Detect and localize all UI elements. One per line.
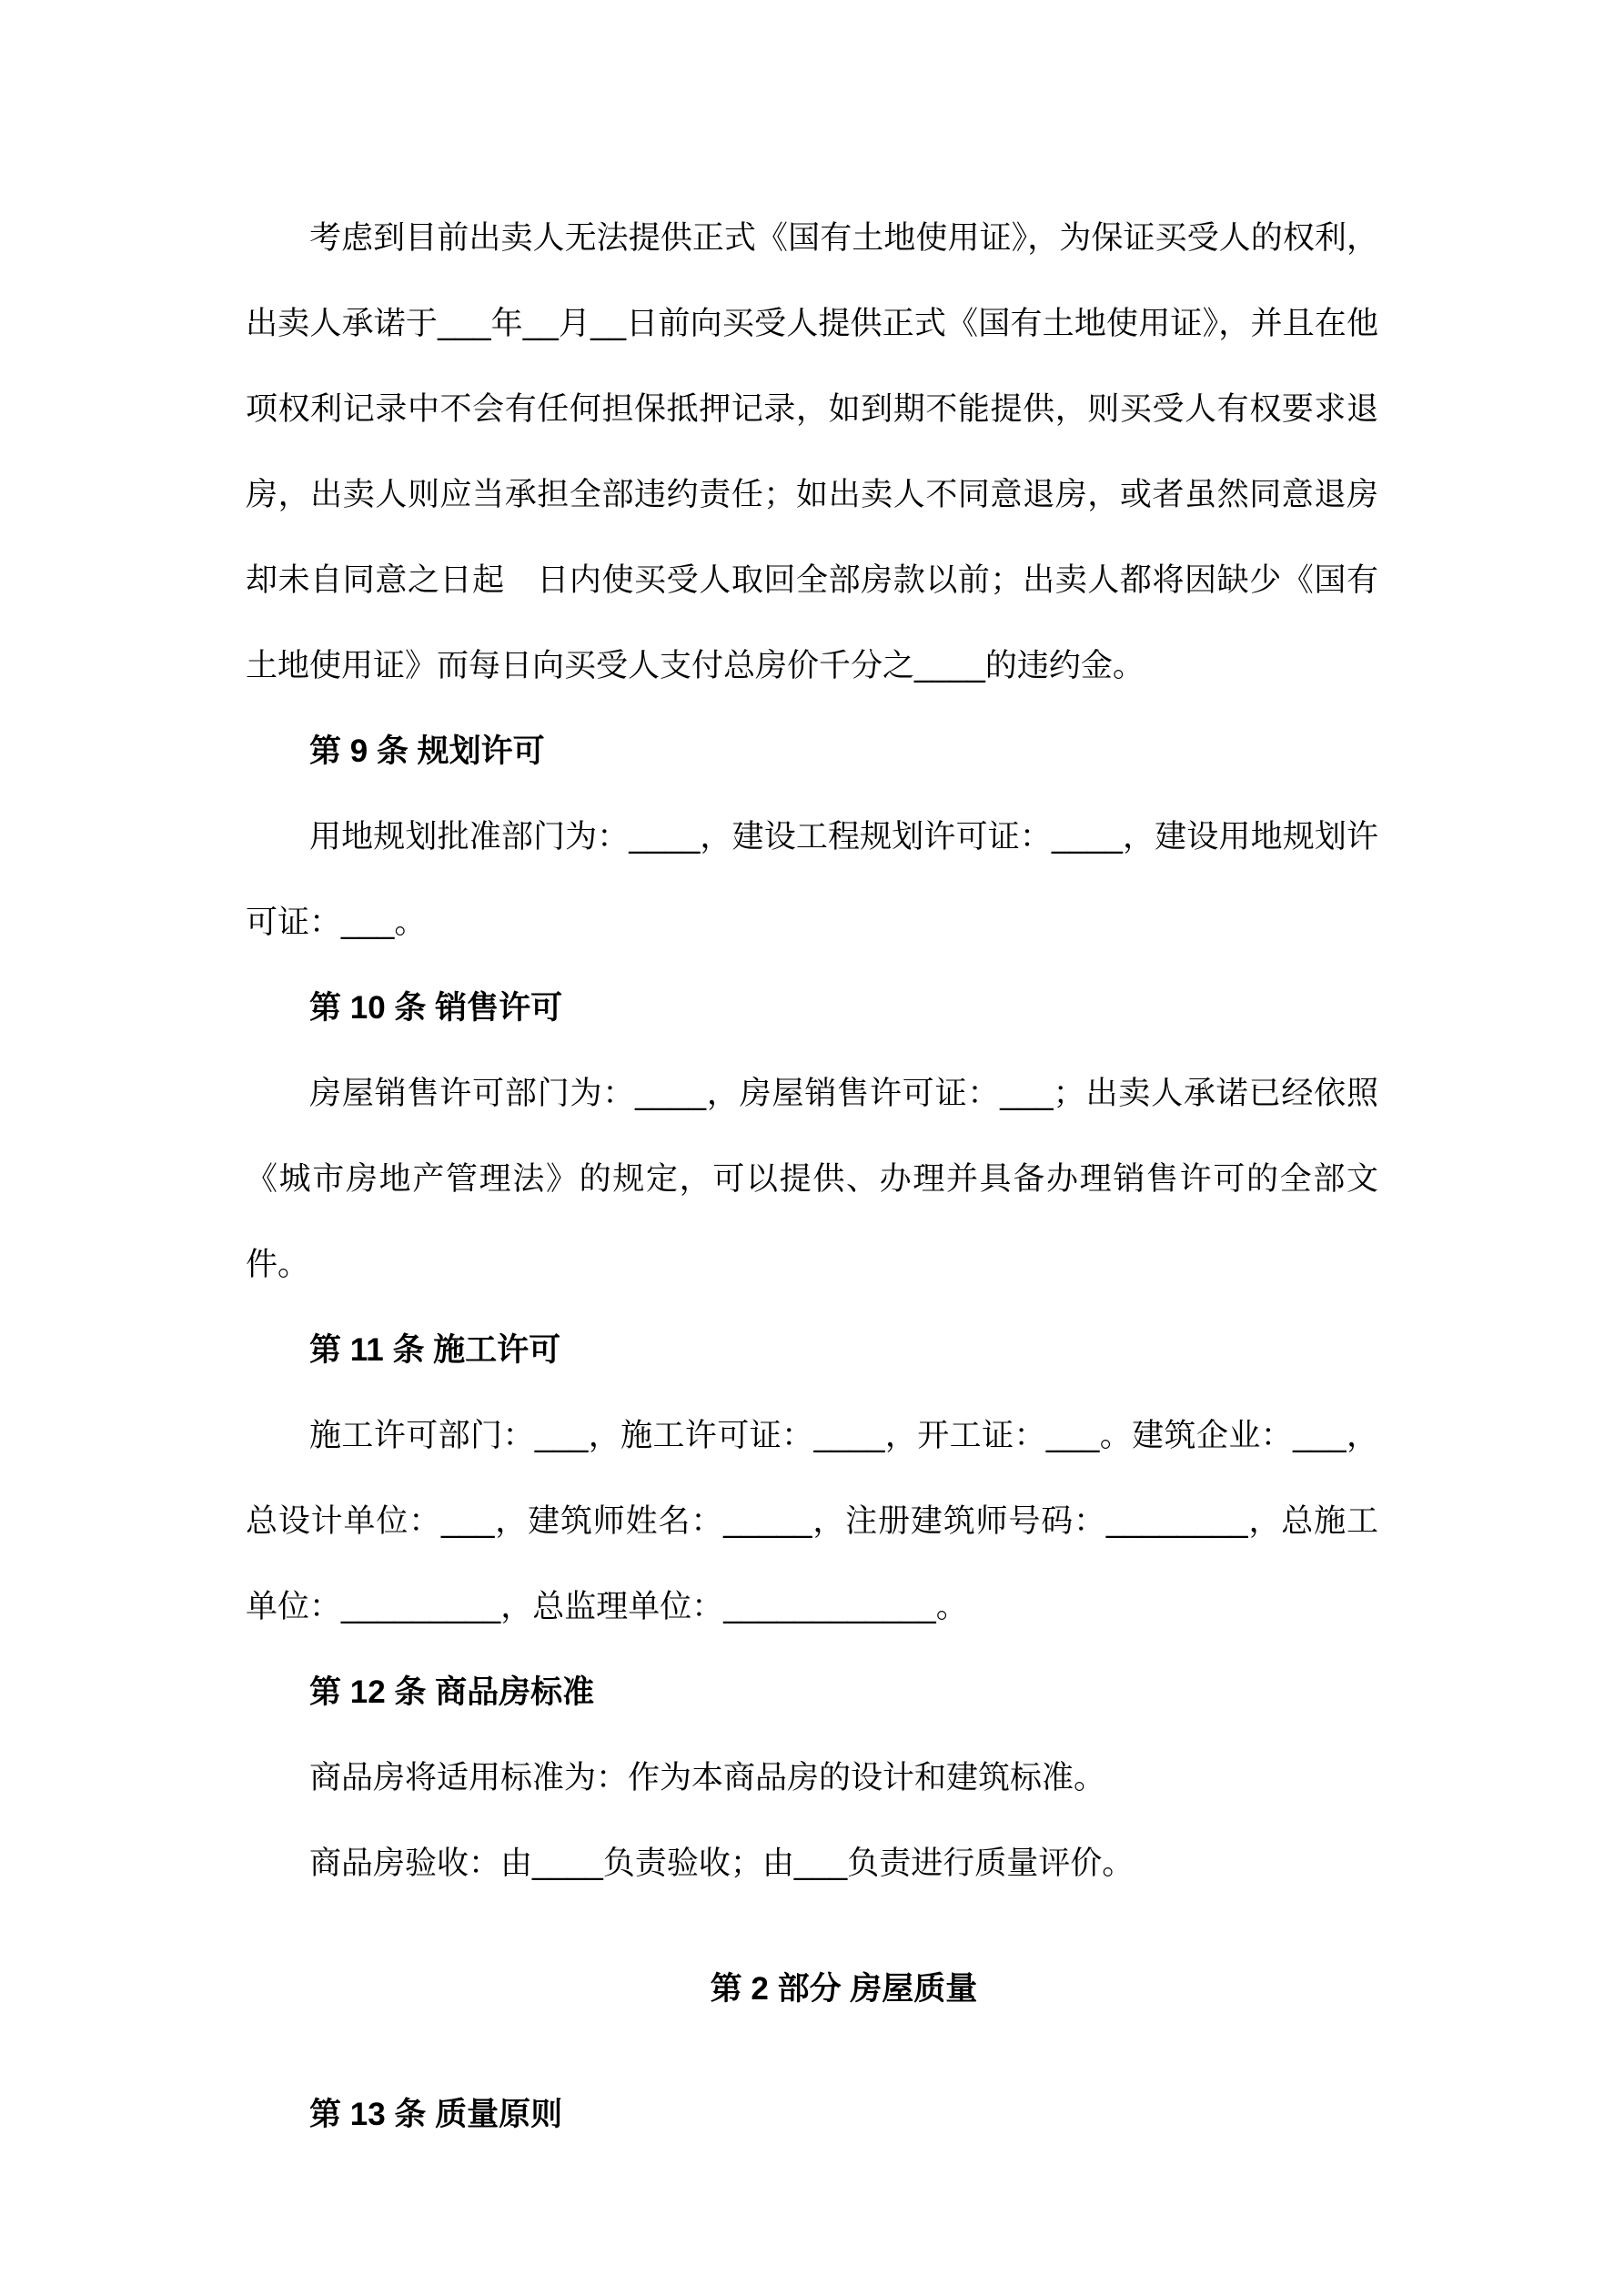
paragraph-sales-permit-blanks: 房屋销售许可部门为：____，房屋销售许可证：___；出卖人承诺已经依照《城市房地产管理法》的规定，可以提供、办理并具备办理销售许可的全部文件。 [246, 1076, 1378, 1282]
paragraph-construction-permit-blanks: 施工许可部门：___，施工许可证：____，开工证：___。建筑企业：___，总设计单位：___，建筑师姓名：_____，注册建筑师号码：________，总施工单位：_________，总监理单位：____________。 [246, 1418, 1378, 1624]
article-heading-10-sales-permit: 第 10 条 销售许可 [309, 990, 563, 1026]
article-heading-12-housing-standard: 第 12 条 商品房标准 [309, 1674, 595, 1710]
paragraph-housing-acceptance: 商品房验收：由____负责验收；由___负责进行质量评价。 [309, 1846, 1135, 1881]
paragraph-planning-permit-blanks: 用地规划批准部门为：____，建设工程规划许可证：____，建设用地规划许可证：___。 [246, 819, 1378, 940]
part-heading-2-housing-quality: 第 2 部分 房屋质量 [710, 1971, 978, 2007]
article-heading-11-construction-permit: 第 11 条 施工许可 [309, 1332, 561, 1368]
article-heading-9-planning-permit: 第 9 条 规划许可 [309, 733, 545, 769]
article-heading-13-quality-principle: 第 13 条 质量原则 [309, 2097, 563, 2132]
paragraph-housing-standard: 商品房将适用标准为：作为本商品房的设计和建筑标准。 [309, 1760, 1106, 1795]
paragraph-land-use-certificate: 考虑到目前出卖人无法提供正式《国有土地使用证》，为保证买受人的权利，出卖人承诺于___年__月__日前向买受人提供正式《国有土地使用证》，并且在他项权利记录中不会有任何担保抵押记录，如到期不能提供，则买受人有权要求退房，出卖人则应当承担全部违约责任；如出卖人不同意退房，或者虽然同意退房却未自同意之日起 日内使买受人取回全部房款以前；出卖人都将因缺少《国有土地使用证》而每日向买受人支付总房价千分之____的违约金。 [246, 220, 1378, 683]
